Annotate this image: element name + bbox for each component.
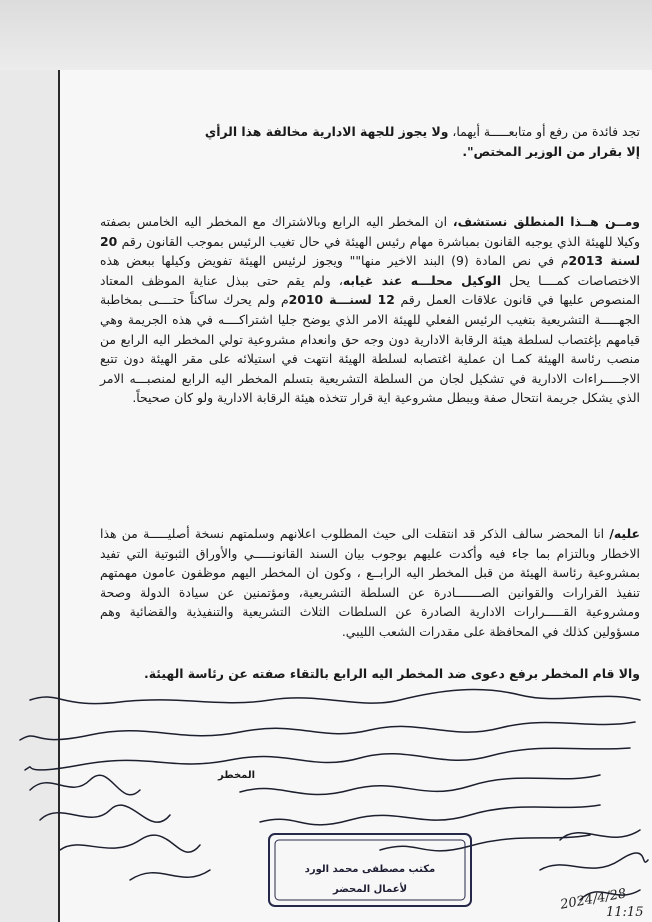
handwritten-date: 2024/4/28 bbox=[559, 886, 628, 913]
p1-closing: إلا بقرار من الوزير المختص". bbox=[462, 143, 640, 159]
p1-emphasis: ولا يجوز للجهة الادارية مخالفة هذا الرأي bbox=[204, 124, 449, 139]
p2-law-reference-2: 12 لسنـــة 2010 bbox=[288, 292, 395, 308]
p2-text-b: م في نص المادة (9) البند الاخير منها"" ويجوز لرئيس الهيئة تفويض وكيلها ببعض هذه الاختصاصات كمــــا يحل bbox=[100, 253, 640, 288]
p1-text: تجد فائدة من رفع أو متابعـــــة أيهما، bbox=[448, 124, 640, 139]
p2-law-reference-1: 20 لسنة 2013 bbox=[100, 233, 640, 269]
signature-label: المخطر bbox=[218, 770, 256, 781]
p4-text: والا قام المخطر برفع دعوى ضد المخطر اليه الرابع بالتقاء صفته عن رئاسة الهيئة. bbox=[144, 666, 640, 681]
p2-text-d: م ولم يحرك ساكناً حتــــى بمخاطبة الجهـــــة التشريعية بتغيب الرئيس الفعلي للهيئة الامر الذي يوضح جليا اشتراكــــه في هذه الجريمة وهي قيامهم بإغتصاب لسلطة هيئة الرقابة الادارية دون وجه حق وانعدام مشروعية تولي المخطر اليه الرابع من منصب رئاسة الهيئة كمـا ان عملية اغتصابه لسلطة الهيئة انتهت في استيلائه على مقر الهيئة دون تتبع الاجـــــراءات الادارية في تشكيل لجان من السلطة التشريعية بتسلم المخطر اليه الرابع لمنصبـــه الامر الذي يشكل جريمة انتحال صفة ويبطل مشروعية اية قرار تتخذه هيئة الرقابة الادارية ولو كان صحيحاً. bbox=[100, 292, 640, 406]
p2-text-c: ، ولم يقم حتى ببذل عناية الموظف المعتاد المنصوص عليها في قانون علاقات العمل رقم bbox=[100, 272, 641, 308]
official-stamp bbox=[265, 830, 475, 910]
p3-lead: عليه/ bbox=[609, 526, 640, 541]
stamp-office-name: مكتب مصطفى محمد الورد bbox=[304, 864, 436, 875]
p2-agent-clause: الوكيل محلـــه عند غيابه bbox=[342, 272, 502, 288]
p2-lead: ومــن هــذا المنطلق نستشف، bbox=[452, 214, 640, 229]
p2-text-a: ان المخطر اليه الرابع وبالاشتراك مع المخطر اليه الخامس بصفته وكيلا للهيئة الذي يوجبه القانون بمباشرة مهام رئيس الهيئة في حال تغيب الرئيس بموجب القانون رقم bbox=[100, 214, 640, 249]
handwritten-time: 11:15 bbox=[606, 905, 644, 920]
p3-text: انا المحضر سالف الذكر قد انتقلت الى حيث المطلوب اعلانهم وسلمتهم نسخة أصليـــــة من هذا الاخطار وبالتزام بما جاء فيه وأكدت عليهم بوجوب بيان السند القانونـــــي والأوراق الثبوتية التي تفيد بمشروعية رئاسة الهيئة من قبل المخطر اليه الرابــع ، وكون ان المخطر اليهم موظفون عامون مهمتهم تنفيذ القرارات والقوانين الصـــــــادرة عن السلطة التشريعية، ومؤتمنين عن سيادة الدولة وصحة ومشروعية القـــــرارات الادارية الصادرة عن السلطات الثلاث التشريعية والتنفيذية والقضائية وهم مسؤولين كذلك في المحافظة على مقدرات الشعب الليبي. bbox=[100, 526, 640, 639]
stamp-office-role: لأعمال المحضر bbox=[332, 884, 408, 895]
